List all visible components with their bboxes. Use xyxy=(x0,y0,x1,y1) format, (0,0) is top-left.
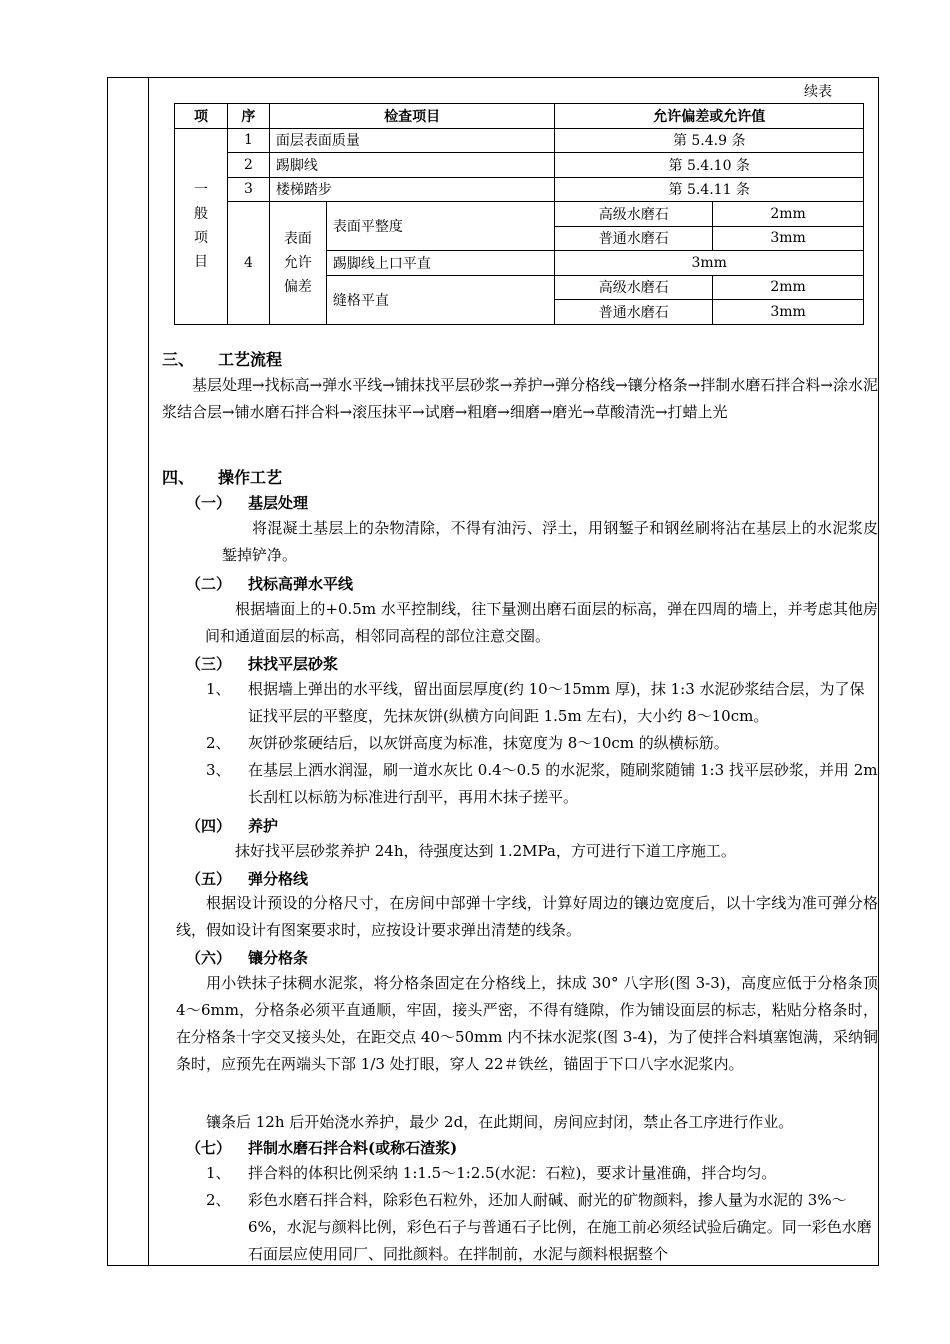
subsection-4-text: 抹好找平层砂浆养护 24h，待强度达到 1.2MPa，方可进行下道工序施工。 xyxy=(235,842,736,860)
subsection-1-heading: （一） 基层处理 xyxy=(186,494,309,512)
table-row xyxy=(175,202,864,227)
inspection-table xyxy=(174,103,864,325)
content-area xyxy=(150,78,878,1265)
document-frame xyxy=(107,77,879,1266)
grade: 普通水磨石 xyxy=(555,300,713,325)
table-header-row xyxy=(175,104,864,129)
row-value: 第 5.4.10 条 xyxy=(555,153,864,178)
subsection-3-heading: （三） 抹找平层砂浆 xyxy=(186,655,339,673)
grade-value: 2mm xyxy=(713,202,864,227)
list-item: 3、 在基层上洒水润湿，刷一道水灰比 0.4～0.5 的水泥浆，随刷浆随铺 1:3 找平层砂浆，并用 2m 长刮杠以标筋为标准进行刮平，再用木抹子搓平。 xyxy=(206,761,878,806)
row-no: 1 xyxy=(227,128,269,153)
frame-left-column xyxy=(108,78,149,1265)
grade: 高级水磨石 xyxy=(555,202,713,227)
grade-value: 3mm xyxy=(713,226,864,251)
subsection-5-heading: （五） 弹分格线 xyxy=(186,870,309,888)
list-item: 1、 拌合料的体积比例采纳 1:1.5～1:2.5(水泥：石粒)，要求计量准确，拌合均匀。 xyxy=(206,1164,777,1182)
subsection-6-heading: （六） 镶分格条 xyxy=(186,949,309,967)
grade-value: 3mm xyxy=(713,300,864,325)
table-row xyxy=(175,177,864,202)
header-item: 项 xyxy=(175,104,228,129)
list-item: 2、 彩色水磨石拌合料，除彩色石粒外，还加人耐碱、耐光的矿物颜料，掺人量为水泥的 3%～6%，水泥与颜料比例，彩色石子与普通石子比例，在施工前必须经试验后确定。同一彩色水磨石面层应使用同厂、同批颜料。在拌制前，水泥与颜料根据整个 xyxy=(206,1191,872,1263)
list-item: 2、 灰饼砂浆硬结后，以灰饼高度为标准，抹宽度为 8～10cm 的纵横标筋。 xyxy=(206,734,729,752)
subsection-2-heading: （二） 找标高弹水平线 xyxy=(186,575,354,593)
sub-item-name: 缝格平直 xyxy=(326,275,555,324)
sub-item-name: 踢脚线上口平直 xyxy=(326,251,555,276)
list-item: 1、 根据墙上弹出的水平线，留出面层厚度(约 10～15mm 厚)，抹 1:3 水泥砂浆结合层，为了保证找平层的平整度，先抹灰饼(纵横方向间距 1.5m 左右)，大小约 8～10cm。 xyxy=(206,680,865,725)
grade-value: 3mm xyxy=(555,251,864,276)
header-tolerance: 允许偏差或允许值 xyxy=(555,104,864,129)
row-value: 第 5.4.11 条 xyxy=(555,177,864,202)
row-item: 楼梯踏步 xyxy=(269,177,555,202)
subsection-1-text: 将混凝土基层上的杂物清除，不得有油污、浮土，用钢錾子和钢丝刷将沾在基层上的水泥浆皮錾掉铲净。 xyxy=(222,519,878,564)
subsection-5-text: 根据设计预设的分格尺寸，在房间中部弹十字线，计算好周边的镶边宽度后，以十字线为准可弹分格线，假如设计有图案要求时，应按设计要求弹出清楚的线条。 xyxy=(176,894,878,939)
header-seq: 序 xyxy=(227,104,269,129)
section-4-heading: 四、 操作工艺 xyxy=(162,468,283,487)
sub-item-name: 表面平整度 xyxy=(326,202,555,251)
row-no: 2 xyxy=(227,153,269,178)
header-check-item: 检查项目 xyxy=(269,104,555,129)
continued-label: 续表 xyxy=(804,84,832,100)
grade: 高级水磨石 xyxy=(555,275,713,300)
table-row xyxy=(175,128,864,153)
subsection-6-text-2: 镶条后 12h 后开始浇水养护，最少 2d，在此期间，房间应封闭，禁止各工序进行作业。 xyxy=(206,1113,794,1131)
table-row xyxy=(175,153,864,178)
subsection-2-text: 根据墙面上的+0.5m 水平控制线，往下量测出磨石面层的标高，弹在四周的墙上，并考虑其他房间和通道面层的标高，相邻同高程的部位注意交圈。 xyxy=(205,600,878,645)
row-no: 3 xyxy=(227,177,269,202)
subsection-4-heading: （四） 养护 xyxy=(186,817,279,835)
group-label: 一 般 项 目 xyxy=(175,128,228,324)
row-item: 踢脚线 xyxy=(269,153,555,178)
row-value: 第 5.4.9 条 xyxy=(555,128,864,153)
section-3-heading: 三、 工艺流程 xyxy=(162,350,283,369)
subsection-6-text: 用小铁抹子抹稠水泥浆，将分格条固定在分格线上，抹成 30° 八字形(图 3-3)，高度应低于分格条顶 4～6mm，分格条必须平直通顺，牢固，接头严密，不得有缝隙，作为铺设面层的标志，粘贴分格条时，在分格条十字交叉接头处，在距交点 40～50mm 内不抹水泥浆(图 3-4)，为了使拌合料填塞饱满，采纳铜条时，应预先在两端头下部 1/3 处打眼，穿人 22＃铁丝，锚固于下口八字水泥浆内。 xyxy=(176,974,878,1073)
row4-label: 表面 允许 偏差 xyxy=(269,202,326,325)
grade: 普通水磨石 xyxy=(555,226,713,251)
subsection-7-heading: （七） 拌制水磨石拌合料(或称石渣浆) xyxy=(186,1139,458,1157)
row-item: 面层表面质量 xyxy=(269,128,555,153)
grade-value: 2mm xyxy=(713,275,864,300)
row-no: 4 xyxy=(227,202,269,325)
section-3-text: 基层处理→找标高→弹水平线→铺抹找平层砂浆→养护→弹分格线→镶分格条→拌制水磨石拌合料→涂水泥浆结合层→铺水磨石拌合料→滚压抹平→试磨→粗磨→细磨→磨光→草酸清洗→打蜡上光 xyxy=(162,376,878,421)
